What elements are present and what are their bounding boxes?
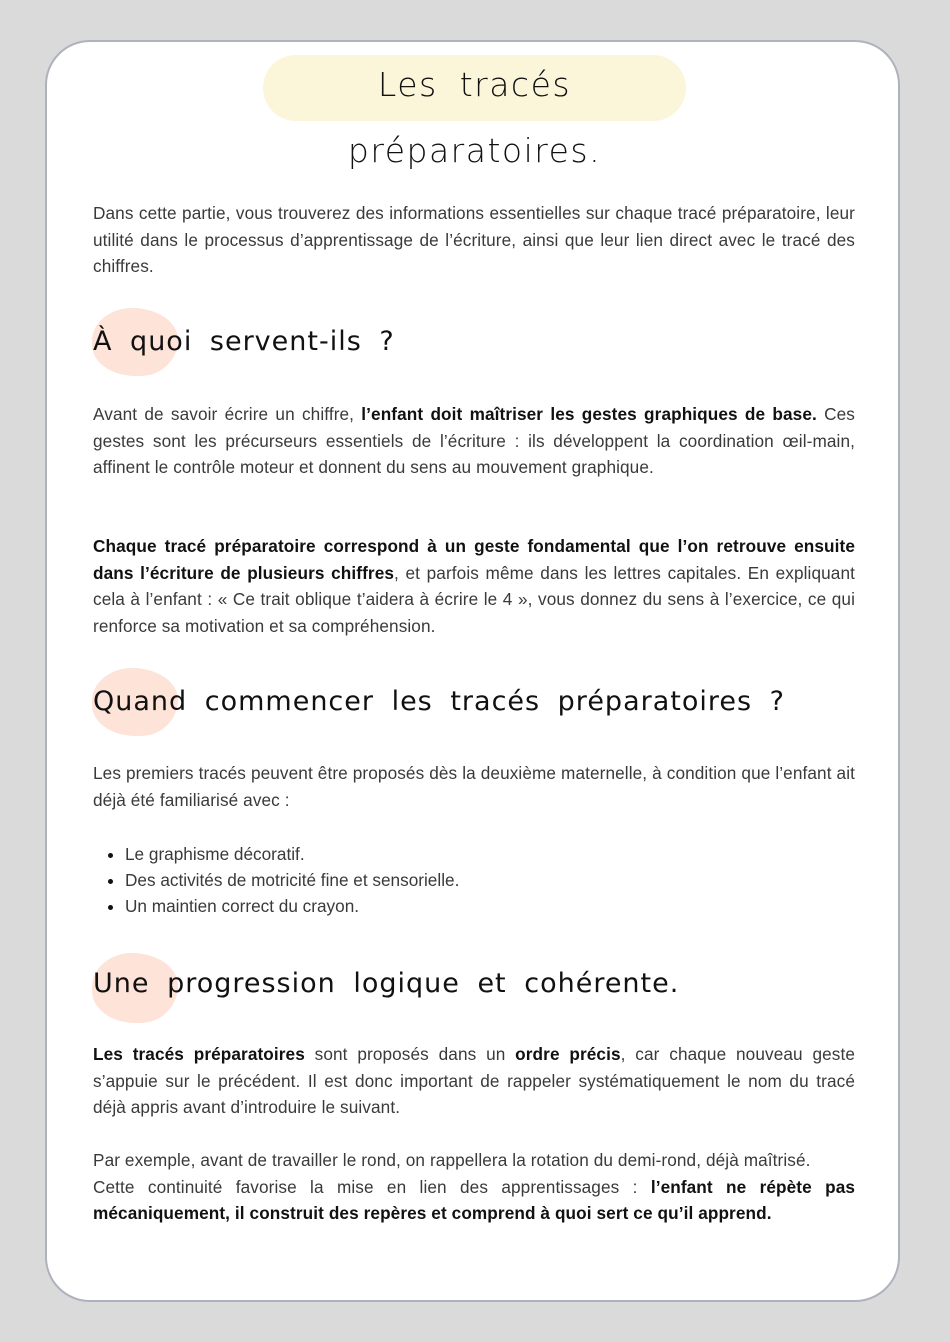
section-progression-paragraph-2 (93, 1147, 855, 1227)
list-item: • Des activités de motricité fine et sensorielle. (125, 867, 459, 893)
list-item: • Un maintien correct du crayon. (125, 893, 459, 919)
intro-paragraph: Dans cette partie, vous trouverez des informations essentielles sur chaque tracé préparatoire, leur utilité dans le processus d’apprentissage de l’écriture, ainsi que leur lien direct avec le tracé des chiffres. (93, 203, 855, 276)
text-run: Cette continuité favorise la mise en lien des apprentissages : (93, 1176, 651, 1197)
bold-text-run: ordre précis (515, 1044, 621, 1064)
section-when-paragraph: Les premiers tracés peuvent être proposés dès la deuxième maternelle, à condition que l’enfant ait déjà été familiarisé avec : (93, 763, 855, 810)
bold-text-run: l’enfant ne répète pas mécaniquement, il construit des repères et comprend à quoi sert ce qu’il apprend. (93, 1176, 856, 1223)
bold-text-run: Chaque tracé préparatoire correspond à un geste fondamental que l’on retrouve ensuite dans l’écriture de plusieurs chiffres (93, 536, 855, 583)
section-heading-when: Quand commencer les tracés préparatoires ? (93, 686, 785, 717)
list-item: • Le graphisme décoratif. (125, 841, 459, 867)
text-run: , et parfois même dans les lettres capitales. En expliquant cela à l’enfant : « Ce trait oblique t’aidera à écrire le 4 », vous donnez du sens à l’exercice, ce qui renforce sa motivation et sa compréhension. (93, 562, 855, 636)
section-purpose-paragraph-2 (93, 533, 855, 639)
text-run: Ces gestes sont les précurseurs essentiels de l’écriture : ils développent la coordination œil-main, affinent le contrôle moteur et donnent du sens au mouvement graphique. (93, 404, 855, 477)
section-heading-purpose: À quoi servent-ils ? (93, 326, 395, 357)
text-run: Par exemple, avant de travailler le rond, on rappellera la rotation du demi-rond, déjà maîtrisé. (93, 1150, 811, 1170)
page-title: Les tracés préparatoires. (347, 65, 602, 170)
bold-text-run: l’enfant doit maîtriser les gestes graphiques de base. (361, 404, 817, 424)
text-run: , car chaque nouveau geste s’appuie sur le précédent. Il est donc important de rappeler systématiquement le nom du tracé déjà appris avant d’introduire le suivant. (93, 1044, 855, 1117)
section-progression-paragraph-1 (93, 1041, 855, 1121)
section-heading-progression: Une progression logique et cohérente. (93, 968, 680, 999)
text-run: Avant de savoir écrire un chiffre, (93, 404, 362, 424)
bold-text-run: Les tracés préparatoires (93, 1044, 305, 1064)
text-run: sont proposés dans un (304, 1044, 516, 1064)
prerequisite-list (93, 841, 459, 919)
section-purpose-paragraph-1 (93, 401, 855, 481)
